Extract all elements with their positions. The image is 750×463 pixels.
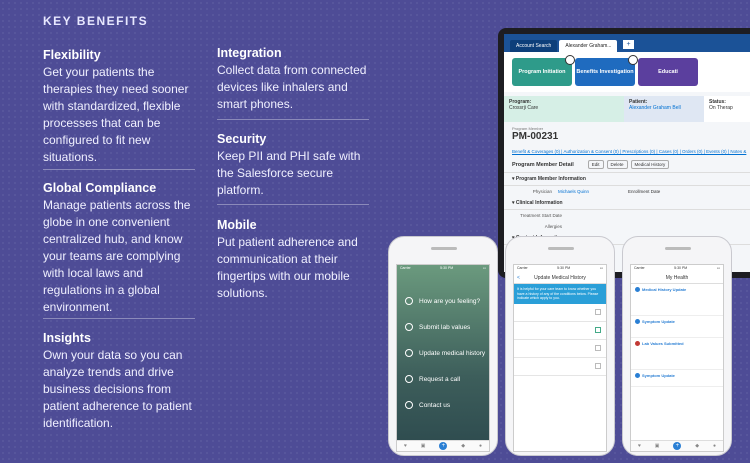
checkbox[interactable] xyxy=(595,363,601,369)
patient-box xyxy=(624,96,704,122)
benefit-global-compliance xyxy=(43,181,203,316)
feed-title: Lab Values Submitted xyxy=(642,341,684,346)
benefit-title: Integration xyxy=(217,46,282,60)
smiley-icon xyxy=(405,297,413,305)
condition-label: Blood Clotting xyxy=(519,327,551,333)
clock-label: 5:30 PM xyxy=(674,266,688,270)
copy-icon[interactable]: ▣ xyxy=(654,443,660,449)
copy-icon[interactable]: ▣ xyxy=(420,443,426,449)
benefit-title: Insights xyxy=(43,331,91,345)
section-title: Clinical Information xyxy=(515,200,563,206)
benefit-text: Keep PII and PHI safe with the Salesforce secure platform. xyxy=(217,149,361,197)
divider xyxy=(217,119,369,120)
feed-title: Symptom Update xyxy=(642,319,675,324)
back-icon[interactable]: < xyxy=(517,274,520,281)
benefit-title: Flexibility xyxy=(43,48,101,62)
mail-icon xyxy=(405,401,413,409)
bottom-tab-bar xyxy=(631,440,723,451)
status-bar xyxy=(514,265,606,272)
feed-item[interactable] xyxy=(631,338,723,370)
enrollment-label: Enrollment Date xyxy=(628,189,661,194)
menu-item-label: Contact us xyxy=(419,401,451,409)
benefit-mobile xyxy=(217,218,377,302)
carrier-label: Carrier xyxy=(517,266,528,270)
bottom-tab-bar xyxy=(397,440,489,451)
status-bar xyxy=(631,265,723,272)
condition-label: AA xyxy=(519,345,526,351)
battery-icon: ▭ xyxy=(599,266,603,270)
new-tab-icon[interactable]: + xyxy=(623,40,633,49)
phone-screen xyxy=(630,264,724,452)
carrier-label: Carrier xyxy=(634,266,645,270)
feed-body: How Are You Feeling Today? OK xyxy=(635,378,693,383)
stage-label: Benefits Investigation xyxy=(576,69,634,75)
stage-label: Program Initiation xyxy=(518,69,566,75)
section-title: Program Member Information xyxy=(515,176,586,182)
menu-item-lab-values[interactable] xyxy=(397,314,489,340)
section-clinical-info[interactable]: ▾ Clinical Information xyxy=(504,197,750,210)
stage-label: Educati xyxy=(658,69,678,75)
console-tabs xyxy=(504,34,750,52)
condition-row[interactable] xyxy=(514,340,606,358)
allergies-label: Allergies xyxy=(544,224,562,229)
benefit-title: Global Compliance xyxy=(43,181,157,195)
profile-icon[interactable]: ● xyxy=(479,443,483,449)
menu-item-medical-history[interactable] xyxy=(397,340,489,366)
stage-education[interactable] xyxy=(638,58,698,86)
battery-icon: ▭ xyxy=(482,266,486,270)
record-type-label: Program Member xyxy=(512,126,544,131)
physician-label: Physician xyxy=(532,189,552,194)
battery-icon: ▭ xyxy=(716,266,720,270)
clock-label: 5:30 PM xyxy=(557,266,571,270)
benefit-title: Mobile xyxy=(217,218,257,232)
heart-icon[interactable]: ♥ xyxy=(403,443,407,449)
edit-button[interactable]: Edit xyxy=(588,160,604,169)
program-label: Program: xyxy=(509,99,532,105)
phone-my-health xyxy=(622,236,732,456)
screen-title: My Health xyxy=(665,274,689,281)
divider xyxy=(43,318,195,319)
screen-title: Update Medical History xyxy=(534,274,586,281)
menu-item-request-call[interactable] xyxy=(397,366,489,392)
menu-item-label: Submit lab values xyxy=(419,323,471,331)
condition-label: Kidney Disease xyxy=(519,309,554,315)
stage-status-icon xyxy=(565,55,575,65)
divider xyxy=(43,169,195,170)
detail-header xyxy=(504,157,750,173)
info-banner: It is helpful for your care team to know whether you have a history of any of the conditions below. Please indicate which apply to you. xyxy=(514,284,606,304)
record-title: PM-00231 xyxy=(512,131,559,142)
add-icon[interactable]: + xyxy=(673,442,681,450)
record-highlights xyxy=(504,96,750,122)
menu-item-label: How are you feeling? xyxy=(419,297,481,305)
patient-link[interactable]: Alexander Graham Bell xyxy=(629,105,681,111)
patient-label: Patient: xyxy=(629,99,648,105)
condition-row[interactable] xyxy=(514,358,606,376)
checkbox[interactable] xyxy=(595,345,601,351)
tab-patient[interactable]: Alexander Graham... xyxy=(559,40,617,52)
section-heading: KEY BENEFITS xyxy=(43,14,149,28)
phone-speaker xyxy=(665,247,691,250)
benefit-flexibility xyxy=(43,48,203,166)
history-icon xyxy=(405,349,413,357)
medical-history-button[interactable]: Medical History xyxy=(631,160,670,169)
phone-medical-history xyxy=(505,236,615,456)
phone-speaker xyxy=(431,247,457,250)
program-box xyxy=(504,96,624,122)
stage-status-icon xyxy=(628,55,638,65)
feed-item[interactable] xyxy=(631,316,723,338)
feed-item[interactable] xyxy=(631,370,723,387)
benefit-insights xyxy=(43,331,203,432)
field-row xyxy=(504,221,750,232)
treatment-start-label: Treatment Start Date xyxy=(520,213,562,218)
stage-benefits-investigation[interactable] xyxy=(575,58,635,86)
checkbox[interactable] xyxy=(595,327,601,333)
checkbox[interactable] xyxy=(595,309,601,315)
field-row xyxy=(504,186,750,197)
feed-body: Kidney Disease: yes Blood Clotting: yes AA: no MDS: yes xyxy=(635,292,672,312)
benefit-text: Collect data from connected devices like inhalers and smart phones. xyxy=(217,63,367,111)
stage-path xyxy=(504,52,750,92)
program-value: Crossrji Care xyxy=(509,105,539,111)
status-label: Status: xyxy=(709,99,726,105)
add-icon[interactable]: + xyxy=(439,442,447,450)
bell-icon[interactable]: ◆ xyxy=(461,443,466,449)
nav-bar xyxy=(631,272,723,284)
field-row xyxy=(504,210,750,221)
benefit-title: Security xyxy=(217,132,267,146)
feed-body: Platelets (K/uL) Hi: 170 Hemoglobin (g/dL): 2.0 Granulocyte (mm3) Hi: 250 LDH (U/L): 44 xyxy=(635,346,684,366)
benefit-text: Get your patients the therapies they need sooner with standardized, flexible processes that can be configured to fit new situations. xyxy=(43,65,189,164)
condition-row[interactable] xyxy=(514,322,606,340)
menu-item-feeling[interactable] xyxy=(397,288,489,314)
heart-icon[interactable]: ♥ xyxy=(637,443,641,449)
menu-item-label: Request a call xyxy=(419,375,461,383)
bell-icon[interactable]: ◆ xyxy=(695,443,700,449)
divider xyxy=(217,204,369,205)
carrier-label: Carrier xyxy=(400,266,411,270)
feed-body: How Are You Feeling Today? Good Additional Details: This is great! xyxy=(635,324,697,334)
phone-speaker xyxy=(548,247,574,250)
condition-row[interactable] xyxy=(514,304,606,322)
condition-label: MDS xyxy=(519,363,531,369)
lab-icon xyxy=(405,323,413,331)
menu-item-label: Update medical history xyxy=(419,349,486,357)
related-list-links[interactable]: Benefit & Coverages (0) | Authorization & Consent (0) | Prescriptions (0) | Cases (0) | Orders (0) | Events (0) | Notes & xyxy=(512,149,747,154)
spacer xyxy=(397,272,489,288)
status-value: On Therap xyxy=(709,105,733,111)
benefit-security xyxy=(217,132,377,199)
status-box xyxy=(704,96,750,122)
benefit-integration xyxy=(217,46,377,113)
phone-screen xyxy=(513,264,607,452)
benefit-text: Own your data so you can analyze trends and drive business decisions from patient adherence to patient identification. xyxy=(43,348,192,430)
menu-item-contact-us[interactable] xyxy=(397,392,489,418)
section-program-member-info[interactable]: ▾ Program Member Information xyxy=(504,173,750,186)
stage-program-initiation[interactable] xyxy=(512,58,572,86)
delete-button[interactable]: Delete xyxy=(607,160,628,169)
tab-account-search[interactable]: Account Search xyxy=(510,40,557,52)
phone-menu xyxy=(388,236,498,456)
status-bar xyxy=(397,265,489,272)
feed-title: Medical History Update xyxy=(642,287,687,292)
benefit-text: Manage patients across the globe in one convenient centralized hub, and know your teams are complying with local laws and regulations in a global environment. xyxy=(43,198,191,314)
phone-screen xyxy=(396,264,490,452)
physician-link[interactable]: Michaels Quinn xyxy=(558,189,590,194)
benefit-text: Put patient adherence and communication at their fingertips with our mobile solutions. xyxy=(217,235,358,300)
feed-item[interactable] xyxy=(631,284,723,316)
profile-icon[interactable]: ● xyxy=(713,443,717,449)
feed-title: Symptom Update xyxy=(642,373,675,378)
clock-label: 5:30 PM xyxy=(440,266,454,270)
detail-title: Program Member Detail xyxy=(512,161,574,168)
phone-icon xyxy=(405,375,413,383)
nav-bar xyxy=(514,272,606,284)
